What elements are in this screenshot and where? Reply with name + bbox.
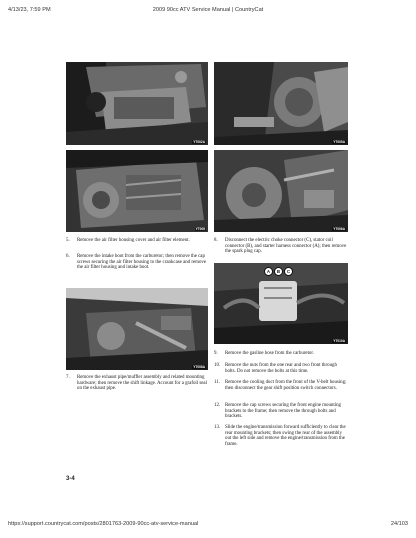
photo-art — [214, 150, 348, 232]
photo-art — [66, 62, 208, 145]
photo-carburetor-intake — [214, 62, 348, 145]
print-page-count: 24/103 — [390, 521, 408, 527]
page-number: 3-4 — [66, 476, 75, 482]
photo-code: YT002A — [193, 140, 205, 144]
step-number: 13. — [214, 425, 221, 430]
callout-a: A — [264, 267, 273, 276]
step-text: Remove the cap screws securing the front engine mounting brackets to the frame; then remove the through bolts and brackets. — [225, 403, 341, 420]
step-7 — [66, 375, 208, 392]
step-number: 11. — [214, 380, 220, 385]
photo-code: YT008A — [193, 365, 205, 369]
print-datetime: 4/13/23, 7:59 PM — [8, 7, 51, 13]
step-number: 8. — [214, 238, 218, 243]
step-text: Remove the exhaust pipe/muffler assembly and related mounting hardware; then remove the shift linkage. Account for a grafoil seal on the exhaust pipe. — [77, 375, 207, 392]
callout-b: B — [274, 267, 283, 276]
print-footer — [8, 521, 408, 529]
step-number: 5. — [66, 238, 70, 243]
step-12 — [214, 403, 348, 420]
photo-air-filter-housing — [66, 62, 208, 145]
step-11 — [214, 380, 348, 391]
step-text: Remove the cooling duct from the front of the V-belt housing; then disconnect the gear shift position switch connectors. — [225, 380, 347, 391]
step-8 — [214, 238, 348, 255]
step-text: Remove the intake boot from the carburetor; then remove the cap screws securing the air filter housing to the crankcase and remove the air filter housing and intake boot. — [77, 254, 207, 271]
step-number: 7. — [66, 375, 70, 380]
step-number: 10. — [214, 363, 221, 368]
photo-connectors-abc — [214, 263, 348, 344]
callout-c: C — [284, 267, 293, 276]
photo-code: YT009 — [195, 227, 205, 231]
photo-code: YT010A — [333, 339, 345, 343]
step-5 — [66, 238, 208, 244]
photo-code: YT006A — [333, 227, 345, 231]
photo-art — [66, 288, 208, 370]
step-number: 9. — [214, 351, 218, 356]
step-number: 12. — [214, 403, 221, 408]
photo-art — [214, 62, 348, 145]
photo-art — [66, 150, 208, 232]
step-text: Disconnect the electric choke connector (C), stator coil connector (B), and starter harness connector (A); then remove the spark plug cap. — [225, 238, 347, 255]
photo-stator-connectors — [214, 150, 348, 232]
print-header — [8, 7, 408, 15]
print-url: https://support.countrycat.com/posts/2801763-2009-90cc-atv-service-manual — [8, 521, 199, 527]
step-10 — [214, 363, 348, 374]
step-text: Remove the air filter housing cover and air filter element. — [77, 238, 190, 243]
step-9 — [214, 351, 348, 357]
step-13 — [214, 425, 348, 447]
step-text: Slide the engine/transmission forward sufficiently to clear the rear mounting brackets; then swing the rear of the assembly out the left side and remove the engine/transmission from the frame. — [225, 425, 346, 447]
step-text: Remove the nuts from the one rear and two front through bolts. Do not remove the bolts at this time. — [225, 363, 337, 374]
step-number: 6. — [66, 254, 70, 259]
print-title: 2009 90cc ATV Service Manual | CountryCat — [152, 7, 264, 13]
step-6 — [66, 254, 208, 271]
step-text: Remove the gasline hose from the carburetor. — [225, 351, 314, 356]
photo-engine-left — [66, 150, 208, 232]
photo-code: YT005A — [333, 140, 345, 144]
photo-exhaust-pipe — [66, 288, 208, 370]
